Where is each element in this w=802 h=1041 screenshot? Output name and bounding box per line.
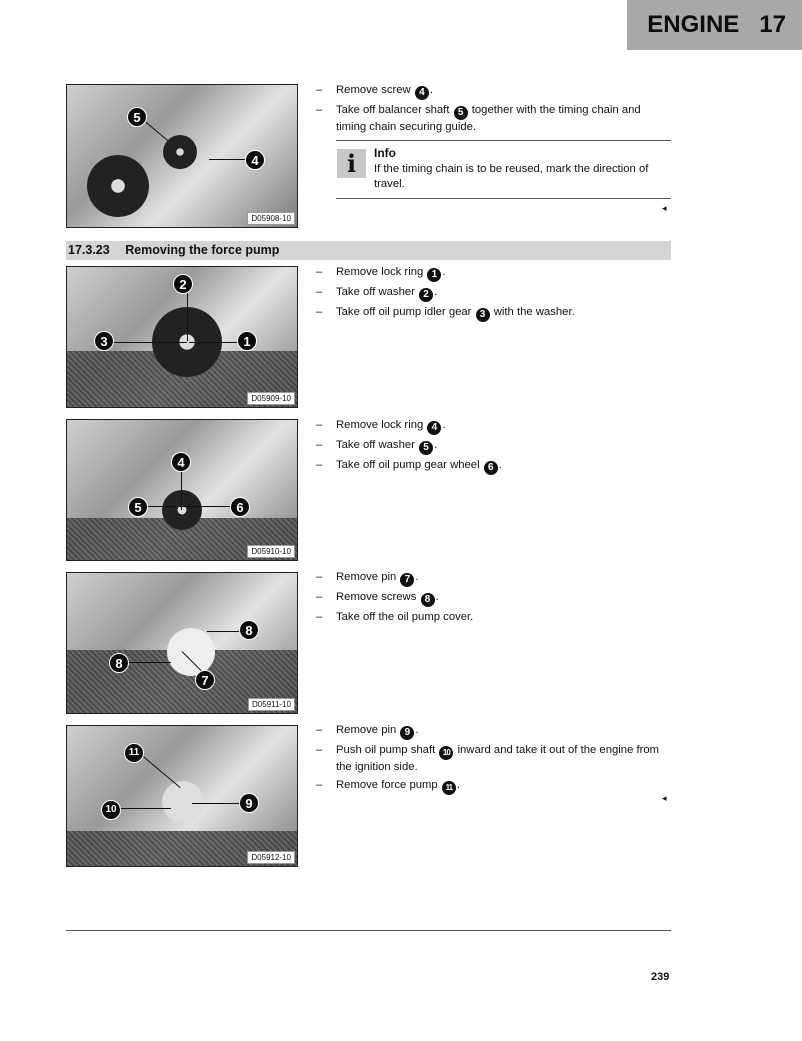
callout-badge: 7 bbox=[400, 573, 414, 587]
step-item: – Remove screw 4 . bbox=[316, 84, 433, 98]
callout-5: 5 bbox=[127, 107, 147, 127]
leader-line bbox=[127, 662, 171, 663]
callout-4: 4 bbox=[245, 150, 265, 170]
leader-line bbox=[142, 755, 181, 788]
step-item: – Take off oil pump idler gear 3 with the washer. bbox=[316, 306, 575, 320]
step-list bbox=[316, 83, 672, 138]
end-marker-icon: ◂ bbox=[662, 203, 667, 213]
section-number: 17.3.23 bbox=[68, 243, 110, 257]
figure-code: D05911-10 bbox=[248, 698, 295, 711]
callout-badge: 11 bbox=[442, 781, 456, 795]
leader-line bbox=[113, 342, 187, 343]
figure-d05911 bbox=[66, 572, 298, 714]
step-item: – Push oil pump shaft 10 inward and take it out of the engine from the ignition side. bbox=[316, 744, 660, 773]
callout-badge: 2 bbox=[419, 288, 433, 302]
leader-line bbox=[181, 472, 182, 510]
gear-image bbox=[87, 155, 149, 217]
figure-code: D05910-10 bbox=[247, 545, 295, 558]
step-item: – Take off washer 5 . bbox=[316, 439, 438, 453]
callout-10: 10 bbox=[101, 800, 121, 820]
callout-badge: 10 bbox=[439, 746, 453, 760]
leader-line bbox=[145, 121, 169, 141]
callout-11: 11 bbox=[124, 743, 144, 763]
callout-badge: 1 bbox=[427, 268, 441, 282]
page-number: 239 bbox=[651, 971, 670, 983]
info-icon: i bbox=[337, 149, 366, 178]
callout-3: 3 bbox=[94, 331, 114, 351]
figure-d05908 bbox=[66, 84, 298, 228]
figure-d05912 bbox=[66, 725, 298, 867]
step-item: – Remove screws 8 . bbox=[316, 591, 439, 605]
footer-divider bbox=[66, 930, 671, 931]
chapter-tab bbox=[627, 0, 802, 50]
section-heading bbox=[66, 241, 671, 260]
callout-2: 2 bbox=[173, 274, 193, 294]
step-list bbox=[316, 265, 672, 325]
callout-badge: 5 bbox=[454, 106, 468, 120]
gear-image bbox=[162, 490, 202, 530]
step-item: – Remove pin 9 . bbox=[316, 724, 419, 738]
callout-8: 8 bbox=[239, 620, 259, 640]
callout-9: 9 bbox=[239, 793, 259, 813]
callout-7: 7 bbox=[195, 670, 215, 690]
leader-line bbox=[189, 342, 241, 343]
chapter-number: 17 bbox=[759, 11, 786, 38]
figure-code: D05908-10 bbox=[247, 212, 295, 225]
figure-d05909 bbox=[66, 266, 298, 408]
step-item: – Take off the oil pump cover. bbox=[316, 611, 474, 623]
step-item: – Remove force pump 11 . bbox=[316, 778, 672, 795]
end-marker-icon: ◂ bbox=[662, 793, 667, 803]
callout-badge: 4 bbox=[415, 86, 429, 100]
step-list bbox=[316, 570, 672, 629]
step-list bbox=[316, 723, 672, 798]
section-title: Removing the force pump bbox=[125, 243, 280, 257]
callout-4: 4 bbox=[171, 452, 191, 472]
step-item: – Remove pin 7 . bbox=[316, 571, 419, 585]
step-item: – Remove lock ring 4 . bbox=[316, 419, 446, 433]
info-text: If the timing chain is to be reused, mark the direction of travel. bbox=[374, 163, 649, 190]
callout-1: 1 bbox=[237, 331, 257, 351]
callout-6: 6 bbox=[230, 497, 250, 517]
callout-badge: 8 bbox=[421, 593, 435, 607]
step-list bbox=[316, 418, 672, 478]
leader-line bbox=[121, 808, 171, 809]
callout-8: 8 bbox=[109, 653, 129, 673]
callout-5: 5 bbox=[128, 497, 148, 517]
step-item: – Take off washer 2 . bbox=[316, 286, 438, 300]
step-item: – Take off oil pump gear wheel 6 . bbox=[316, 459, 502, 473]
figure-code: D05909-10 bbox=[247, 392, 295, 405]
step-item: – Take off balancer shaft 5 together with the timing chain and timing chain securing guide. bbox=[316, 104, 641, 133]
chapter-title: ENGINE bbox=[647, 11, 740, 38]
info-box bbox=[336, 140, 671, 199]
callout-badge: 4 bbox=[427, 421, 441, 435]
figure-code: D05912-10 bbox=[247, 851, 295, 864]
leader-line bbox=[147, 506, 237, 507]
callout-badge: 6 bbox=[484, 461, 498, 475]
callout-badge: 3 bbox=[476, 308, 490, 322]
callout-badge: 9 bbox=[400, 726, 414, 740]
callout-badge: 5 bbox=[419, 441, 433, 455]
step-item: – Remove lock ring 1 . bbox=[316, 266, 446, 280]
cover-plate bbox=[167, 628, 215, 676]
info-title: Info bbox=[374, 146, 396, 160]
figure-d05910 bbox=[66, 419, 298, 561]
leader-line bbox=[187, 293, 188, 341]
pump-image bbox=[162, 781, 204, 823]
